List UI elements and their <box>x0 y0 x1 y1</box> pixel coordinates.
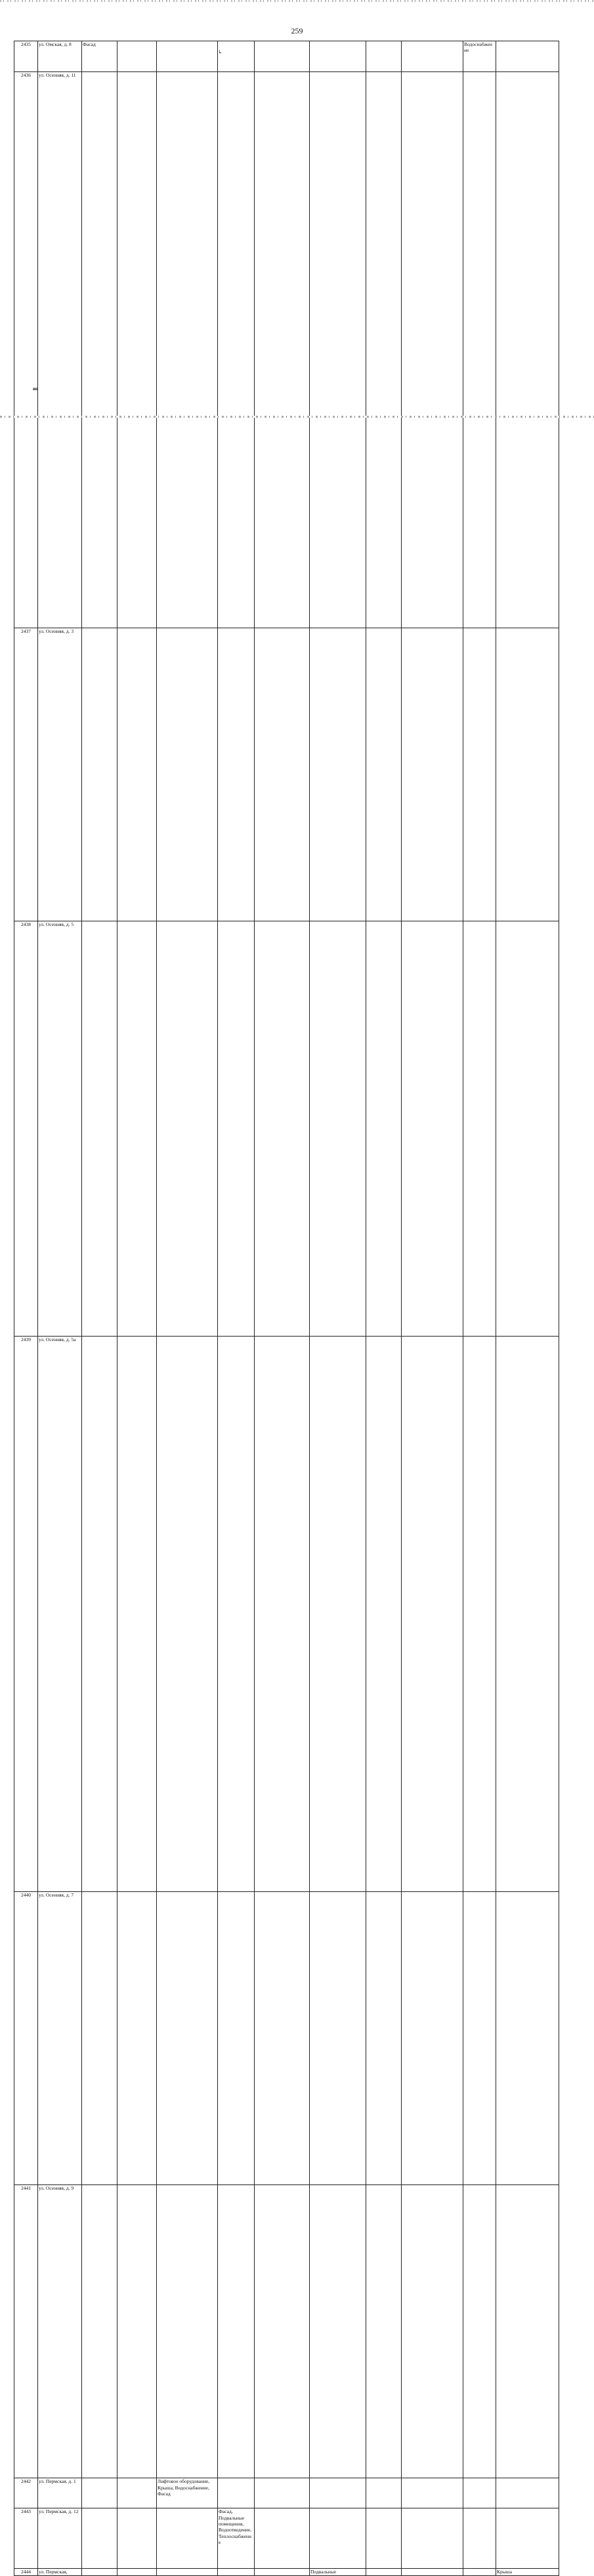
address-cell: ул. Пермская, д. 12 <box>38 2508 82 2569</box>
works-cell <box>402 72 463 628</box>
works-cell <box>82 2185 117 2478</box>
row-number-cell: 2440 <box>14 1891 38 2184</box>
works-cell <box>117 72 157 628</box>
works-cell <box>463 628 496 921</box>
works-cell <box>218 2569 255 2575</box>
works-cell <box>82 1891 117 2184</box>
works-cell <box>402 2478 463 2508</box>
works-cell <box>255 2478 310 2508</box>
works-cell <box>310 72 366 628</box>
works-cell <box>82 72 117 628</box>
address-cell: ул. Пермская, д. 1 <box>38 2478 82 2508</box>
table-row <box>14 41 559 72</box>
works-cell <box>255 1891 310 2184</box>
stray-mark: ↳ <box>218 49 223 55</box>
works-cell <box>117 628 157 921</box>
table-row <box>14 72 559 628</box>
works-cell: Фасад, Подвальные помещения, Водоотведение, Теплоснабжение <box>218 2508 255 2569</box>
works-cell <box>82 1336 117 1891</box>
works-cell <box>496 628 559 921</box>
page-number: 259 <box>291 26 303 35</box>
works-table <box>14 41 559 2576</box>
works-cell <box>117 1336 157 1891</box>
works-cell <box>310 2508 366 2569</box>
works-cell <box>366 628 402 921</box>
works-cell <box>402 1891 463 2184</box>
works-cell <box>157 2569 218 2575</box>
works-cell <box>218 628 255 921</box>
works-cell <box>82 2478 117 2508</box>
works-cell <box>117 2508 157 2569</box>
row-number-cell: 2437 <box>14 628 38 921</box>
table-row <box>14 1891 559 2184</box>
works-cell <box>463 1891 496 2184</box>
table-row <box>14 628 559 921</box>
works-cell <box>117 1891 157 2184</box>
works-cell <box>157 628 218 921</box>
works-cell <box>496 921 559 1336</box>
works-cell <box>157 1336 218 1891</box>
works-cell <box>496 72 559 628</box>
works-cell <box>366 2569 402 2575</box>
works-cell <box>218 1891 255 2184</box>
table-row <box>14 2185 559 2478</box>
table-row <box>14 1336 559 1891</box>
works-cell <box>255 628 310 921</box>
table-row <box>14 2569 559 2575</box>
works-cell <box>255 921 310 1336</box>
table-row <box>14 921 559 1336</box>
works-cell <box>463 1336 496 1891</box>
works-cell <box>496 1891 559 2184</box>
works-cell <box>310 2478 366 2508</box>
row-number-cell: 2435 <box>14 41 38 72</box>
address-cell: ул. Осенняя, д. 5а <box>38 1336 82 1891</box>
works-cell <box>496 41 559 72</box>
works-cell <box>463 2569 496 2575</box>
works-cell <box>117 2185 157 2478</box>
works-cell <box>255 2569 310 2575</box>
address-cell: ул. Осенняя, д. 7 <box>38 1891 82 2184</box>
works-cell <box>218 41 255 72</box>
works-cell <box>402 41 463 72</box>
works-cell <box>218 2185 255 2478</box>
works-cell <box>117 41 157 72</box>
works-cell <box>402 2185 463 2478</box>
works-cell <box>310 41 366 72</box>
works-cell <box>310 2185 366 2478</box>
row-number-cell: 2444 <box>14 2569 38 2575</box>
works-cell <box>463 2508 496 2569</box>
works-cell <box>157 41 218 72</box>
address-cell: ул. Осенняя, д. 3 <box>38 628 82 921</box>
works-cell <box>255 41 310 72</box>
works-cell <box>310 921 366 1336</box>
works-cell <box>255 1336 310 1891</box>
works-cell <box>82 2569 117 2575</box>
works-cell <box>310 1336 366 1891</box>
row-number-cell: 2441 <box>14 2185 38 2478</box>
address-cell: ул. Осенняя, д. 9 <box>38 2185 82 2478</box>
works-cell <box>157 2508 218 2569</box>
works-cell <box>218 2478 255 2508</box>
works-cell <box>157 921 218 1336</box>
address-cell: ул. Осенняя, д. 5 <box>38 921 82 1336</box>
works-cell <box>157 72 218 628</box>
works-cell <box>255 2185 310 2478</box>
row-number-cell: 2442 <box>14 2478 38 2508</box>
works-cell <box>496 2508 559 2569</box>
scan-top-edge <box>0 0 594 2</box>
works-cell <box>218 1336 255 1891</box>
works-cell: Фасад <box>82 41 117 72</box>
works-cell: Лифтовое оборудование, Крыша, Водоснабжение, Фасад <box>157 2478 218 2508</box>
works-cell <box>402 921 463 1336</box>
works-cell <box>496 2185 559 2478</box>
works-cell <box>366 2478 402 2508</box>
works-cell <box>402 2508 463 2569</box>
table-row <box>14 2478 559 2508</box>
works-cell <box>402 628 463 921</box>
works-cell <box>366 2508 402 2569</box>
works-cell: Водоснабжение <box>463 41 496 72</box>
works-cell <box>463 72 496 628</box>
works-cell <box>157 1891 218 2184</box>
works-cell <box>310 1891 366 2184</box>
row-number-cell: 2443 <box>14 2508 38 2569</box>
works-cell <box>463 2185 496 2478</box>
works-cell <box>402 2569 463 2575</box>
works-cell <box>496 1336 559 1891</box>
works-cell <box>366 1336 402 1891</box>
address-cell: ул. Омская, д. 8 <box>38 41 82 72</box>
works-cell <box>255 2508 310 2569</box>
works-cell <box>82 628 117 921</box>
works-cell <box>218 72 255 628</box>
works-cell <box>366 1891 402 2184</box>
scan-bottom-edge <box>0 416 594 418</box>
footer-mark: ип <box>33 386 39 392</box>
works-cell <box>402 1336 463 1891</box>
works-cell <box>82 921 117 1336</box>
works-cell <box>366 2185 402 2478</box>
works-cell <box>496 2478 559 2508</box>
works-cell <box>157 2185 218 2478</box>
works-cell <box>82 2508 117 2569</box>
table-row <box>14 2508 559 2569</box>
works-cell: Подвальные <box>310 2569 366 2575</box>
works-cell <box>463 2478 496 2508</box>
address-cell: ул. Пермская, <box>38 2569 82 2575</box>
works-cell: Крыша <box>496 2569 559 2575</box>
works-cell <box>255 72 310 628</box>
works-cell <box>366 921 402 1336</box>
works-cell <box>117 2478 157 2508</box>
address-cell: ул. Осенняя, д. 11 <box>38 72 82 628</box>
row-number-cell: 2439 <box>14 1336 38 1891</box>
works-cell <box>366 72 402 628</box>
works-cell <box>463 921 496 1336</box>
works-cell <box>366 41 402 72</box>
works-cell <box>218 921 255 1336</box>
works-cell <box>310 628 366 921</box>
row-number-cell: 2436 <box>14 72 38 628</box>
works-cell <box>117 921 157 1336</box>
row-number-cell: 2438 <box>14 921 38 1336</box>
works-cell <box>117 2569 157 2575</box>
